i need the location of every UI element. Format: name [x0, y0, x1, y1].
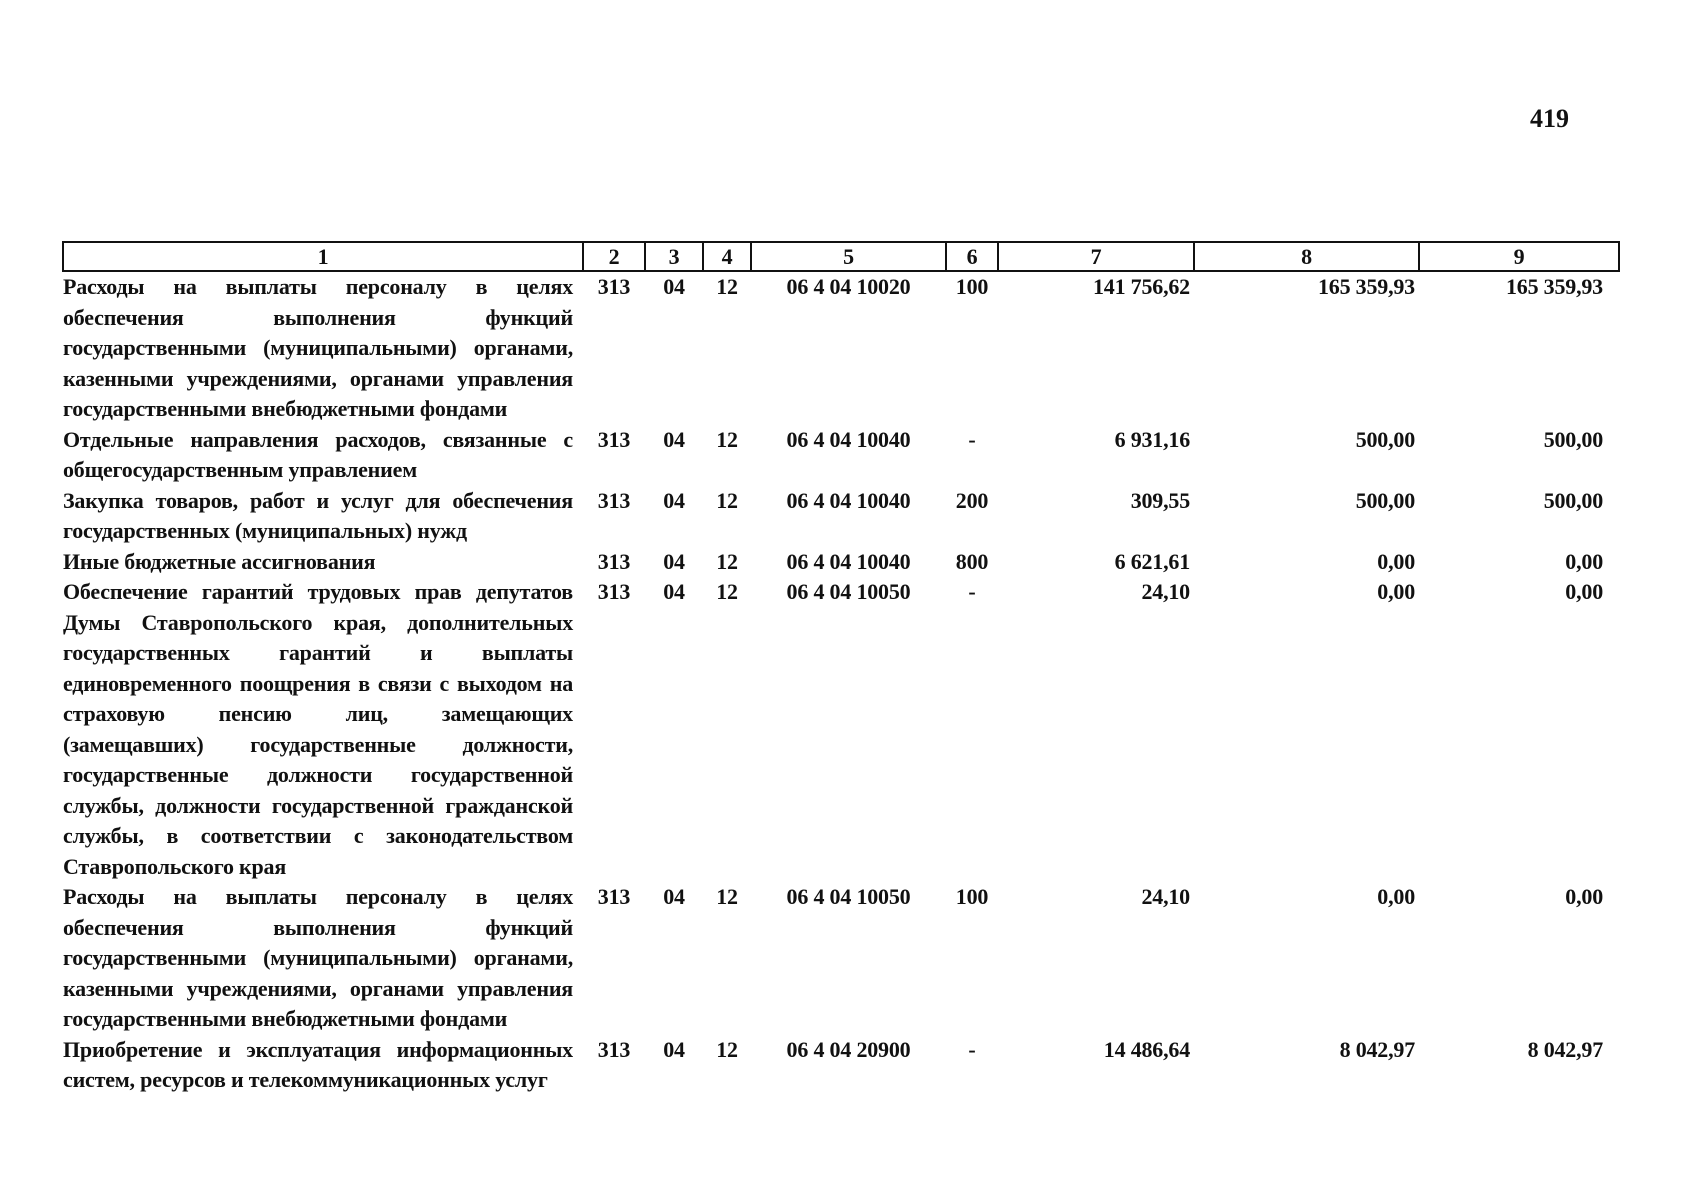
page-number: 419 — [1530, 104, 1569, 133]
table-body — [63, 271, 1619, 1096]
expense-type-code: - — [968, 579, 976, 604]
ministry-code: 313 — [597, 1036, 631, 1062]
subsection-code: 12 — [716, 579, 738, 604]
amount-col7: 6 931,16 — [1114, 426, 1190, 452]
column-header-6: 6 — [946, 242, 998, 271]
ministry-code: 313 — [597, 487, 631, 513]
budget-table — [62, 241, 1620, 1096]
amount-col8: 0,00 — [1377, 579, 1415, 604]
amount-col9: 0,00 — [1565, 884, 1603, 909]
ministry-code: 313 — [597, 579, 631, 604]
table-row — [63, 577, 1619, 882]
amount-col9: 0,00 — [1565, 579, 1603, 604]
section-code: 04 — [663, 274, 685, 299]
amount-col7: 24,10 — [1141, 579, 1190, 604]
expense-name: Расходы на выплаты персоналу в целях обеспечения выполнения функций государственными (муниципальными) органами, казенными учреждениями, органами управления государственными внебюджетными фондами — [63, 274, 573, 421]
expense-name: Отдельные направления расходов, связанные с общегосударственным управлением — [63, 426, 573, 482]
amount-col9: 500,00 — [1543, 487, 1603, 513]
subsection-code: 12 — [716, 1036, 738, 1062]
table-row — [63, 486, 1619, 547]
table-row — [63, 425, 1619, 486]
amount-col8: 500,00 — [1355, 426, 1415, 452]
column-header-2: 2 — [583, 242, 645, 271]
amount-col7: 141 756,62 — [1092, 274, 1190, 299]
amount-col7: 14 486,64 — [1103, 1036, 1190, 1062]
table-row — [63, 271, 1619, 425]
section-code: 04 — [663, 487, 685, 513]
amount-col8: 165 359,93 — [1317, 274, 1415, 299]
table-header — [63, 242, 1619, 271]
subsection-code: 12 — [716, 487, 738, 513]
amount-col7: 309,55 — [1130, 487, 1190, 513]
target-article-code: 06 4 04 10040 — [786, 487, 911, 513]
ministry-code: 313 — [597, 426, 631, 452]
table-row — [63, 882, 1619, 1035]
subsection-code: 12 — [716, 274, 738, 299]
column-header-7: 7 — [998, 242, 1194, 271]
ministry-code: 313 — [597, 274, 631, 299]
amount-col9: 500,00 — [1543, 426, 1603, 452]
expense-type-code: 800 — [955, 548, 989, 574]
subsection-code: 12 — [716, 884, 738, 909]
ministry-code: 313 — [597, 548, 631, 574]
target-article-code: 06 4 04 10020 — [786, 274, 911, 299]
ministry-code: 313 — [597, 884, 631, 909]
target-article-code: 06 4 04 10040 — [786, 548, 911, 574]
target-article-code: 06 4 04 20900 — [786, 1036, 911, 1062]
expense-name: Закупка товаров, работ и услуг для обеспечения государственных (муниципальных) нужд — [63, 487, 573, 543]
column-header-3: 3 — [645, 242, 703, 271]
table-row — [63, 547, 1619, 578]
amount-col8: 0,00 — [1377, 884, 1415, 909]
table-row — [63, 1035, 1619, 1096]
amount-col9: 165 359,93 — [1505, 274, 1603, 299]
expense-type-code: 100 — [955, 274, 989, 299]
header-row — [63, 242, 1619, 271]
amount-col8: 8 042,97 — [1339, 1036, 1415, 1062]
amount-col9: 0,00 — [1565, 548, 1603, 574]
section-code: 04 — [663, 1036, 685, 1062]
section-code: 04 — [663, 426, 685, 452]
amount-col8: 500,00 — [1355, 487, 1415, 513]
expense-type-code: 200 — [955, 487, 989, 513]
column-header-5: 5 — [751, 242, 946, 271]
expense-name: Расходы на выплаты персоналу в целях обеспечения выполнения функций государственными (муниципальными) органами, казенными учреждениями, органами управления государственными внебюджетными фондами — [63, 884, 573, 1031]
section-code: 04 — [663, 548, 685, 574]
expense-name: Обеспечение гарантий трудовых прав депутатов Думы Ставропольского края, дополнительных государственных гарантий и выплаты единовременного поощрения в связи с выходом на страховую пенсию лиц, замещающих (замещавших) государственные должности, государственные должности государственной службы, должности государственной гражданской службы, в соответствии с законодательством Ставропольского края — [63, 579, 573, 879]
target-article-code: 06 4 04 10050 — [786, 884, 911, 909]
amount-col9: 8 042,97 — [1527, 1036, 1603, 1062]
column-header-4: 4 — [703, 242, 751, 271]
section-code: 04 — [663, 579, 685, 604]
amount-col7: 6 621,61 — [1114, 548, 1190, 574]
expense-type-code: - — [968, 426, 976, 452]
column-header-1: 1 — [63, 242, 583, 271]
column-header-9: 9 — [1419, 242, 1619, 271]
amount-col7: 24,10 — [1141, 884, 1190, 909]
expense-name: Приобретение и эксплуатация информационных систем, ресурсов и телекоммуникационных услуг — [63, 1036, 573, 1092]
subsection-code: 12 — [716, 426, 738, 452]
target-article-code: 06 4 04 10050 — [786, 579, 911, 604]
amount-col8: 0,00 — [1377, 548, 1415, 574]
section-code: 04 — [663, 884, 685, 909]
target-article-code: 06 4 04 10040 — [786, 426, 911, 452]
expense-name: Иные бюджетные ассигнования — [63, 548, 376, 574]
expense-type-code: - — [968, 1036, 976, 1062]
expense-type-code: 100 — [955, 884, 989, 909]
column-header-8: 8 — [1194, 242, 1419, 271]
subsection-code: 12 — [716, 548, 738, 574]
